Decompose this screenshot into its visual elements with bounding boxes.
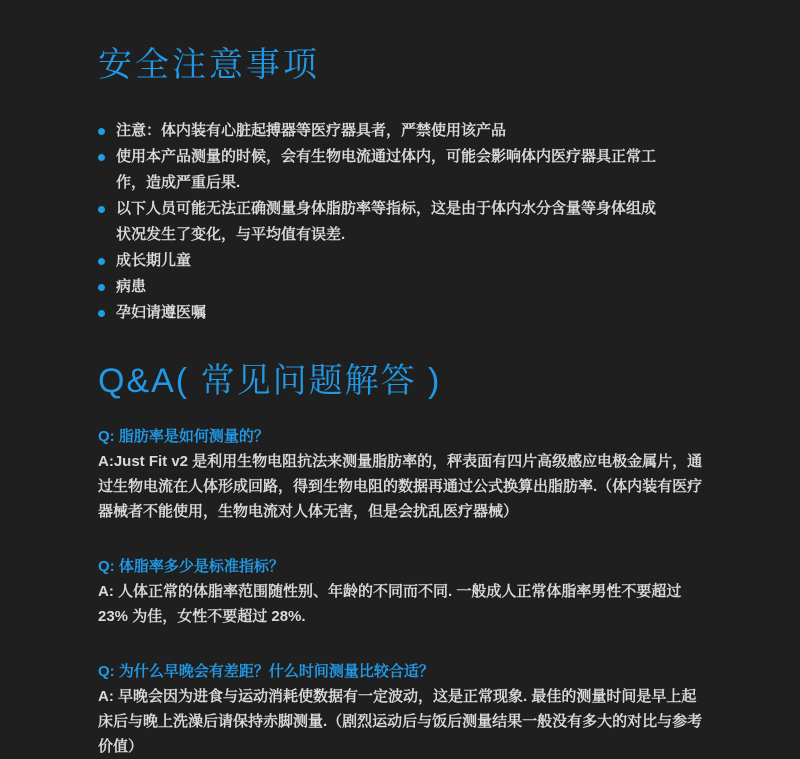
safety-bullet-list — [98, 118, 710, 326]
list-item — [98, 196, 664, 248]
bullet-dot-icon — [98, 154, 105, 161]
qa-answer: A: 人体正常的体脂率范围随性别、年龄的不同而不同. 一般成人正常体脂率男性不要超过 23% 为佳，女性不要超过 28%. — [98, 583, 682, 625]
qa-question: Q: 脂肪率是如何测量的？ — [98, 428, 269, 445]
bullet-dot-icon — [98, 128, 105, 135]
bullet-text: 成长期儿童 — [116, 252, 192, 269]
bullet-text: 孕妇请遵医嘱 — [116, 304, 207, 321]
bullet-dot-icon — [98, 310, 105, 317]
bullet-text: 以下人员可能无法正确测量身体脂肪率等指标，这是由于体内水分含量等身体组成状况发生了变化，与平均值有误差. — [116, 200, 657, 243]
list-item — [98, 300, 664, 326]
list-item — [98, 118, 664, 144]
bullet-text: 病患 — [116, 278, 147, 295]
bullet-dot-icon — [98, 258, 105, 265]
safety-section-title: 安全注意事项 — [98, 46, 320, 84]
qa-section-title: Q&A( 常见问题解答 ) — [98, 362, 442, 400]
qa-answer: A: 早晚会因为进食与运动消耗使数据有一定波动，这是正常现象. 最佳的测量时间是早上起床后与晚上洗澡后请保持赤脚测量.（剧烈运动后与饭后测量结果一般没有多大的对比与参考价值） — [98, 688, 703, 755]
qa-question: Q: 体脂率多少是标准指标？ — [98, 558, 284, 575]
list-item — [98, 248, 664, 274]
bullet-dot-icon — [98, 284, 105, 291]
qa-question: Q: 为什么早晚会有差距？什么时间测量比较合适？ — [98, 663, 434, 680]
qa-item — [98, 424, 710, 524]
bullet-dot-icon — [98, 206, 105, 213]
bullet-text: 使用本产品测量的时候，会有生物电流通过体内，可能会影响体内医疗器具正常工作，造成严重后果. — [116, 148, 657, 191]
list-item — [98, 144, 664, 196]
list-item — [98, 274, 664, 300]
qa-answer: A:Just Fit v2 是利用生物电阻抗法来测量脂肪率的，秤表面有四片高级感应电极金属片，通过生物电流在人体形成回路，得到生物电阻的数据再通过公式换算出脂肪率.（体内装有医疗器械者不能使用，生物电流对人体无害，但是会扰乱医疗器械） — [98, 453, 703, 520]
qa-item — [98, 554, 710, 629]
product-description-section — [98, 0, 710, 759]
qa-item — [98, 659, 710, 759]
bullet-text: 注意：体内装有心脏起搏器等医疗器具者，严禁使用该产品 — [116, 122, 507, 139]
